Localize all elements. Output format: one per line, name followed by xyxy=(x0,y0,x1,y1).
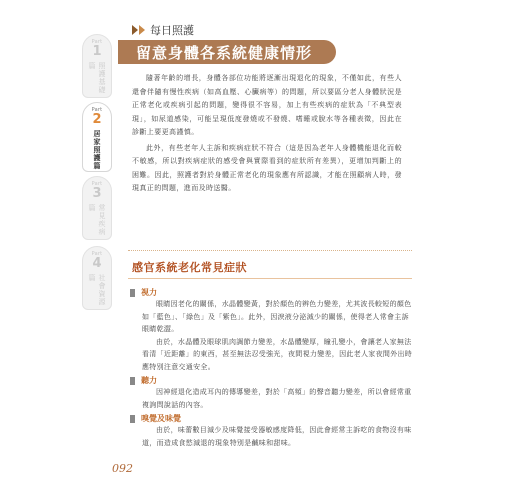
sense-item-hearing xyxy=(130,375,414,411)
tab-part-1[interactable] xyxy=(82,34,112,98)
tab-part-title: 常見疾病篇 xyxy=(88,204,106,236)
sense-heading xyxy=(130,375,414,386)
intro-text xyxy=(132,72,402,198)
tab-part-3[interactable] xyxy=(82,176,112,240)
sense-label: 嗅覺及味覺 xyxy=(141,413,181,423)
tab-part-label: Part xyxy=(91,39,103,45)
sense-paragraph: 眼睛因老化的關係，水晶體變黃，對於顏色的辨色力變差，尤其波長較短的顏色如「藍色」、「綠色」及「紫色」。此外，因淚液分泌減少的關係，使得老人常會主訴眼睛乾澀。 xyxy=(142,300,412,333)
page-title: 留意身體各系統健康情形 xyxy=(136,43,313,62)
sense-paragraph: 因神經退化造成耳內的傳導變差，對於「高頻」的聲音聽力變差，所以會經常重複詢問說話的內容。 xyxy=(142,388,412,409)
section-label-text: 每日照護 xyxy=(150,24,194,37)
tab-part-number: 3 xyxy=(92,186,102,201)
sub-heading: 感官系統老化常見症狀 xyxy=(132,261,247,274)
sub-heading-underline xyxy=(128,278,412,279)
sense-paragraph: 由於，味蕾數目減少及味覺接受器敏感度降低，因此會經常主訴吃的食物沒有味道，而造成食慾減退的現象特別是鹹味和甜味。 xyxy=(142,426,412,447)
sense-label: 視力 xyxy=(141,287,157,297)
sense-label: 聽力 xyxy=(141,375,157,385)
tab-part-label: Part xyxy=(91,181,103,187)
sense-heading xyxy=(130,287,414,298)
tab-part-title: 居家照護篇 xyxy=(93,130,101,170)
senses-list xyxy=(130,285,414,449)
tab-part-title: 照護基礎篇 xyxy=(88,62,106,94)
intro-paragraph: 此外，有些老年人主訴和疾病症狀不符合（這是因為老年人身體機能退化而較不敏感，所以對疾病症狀的感受會與實際看到的症狀所有差異），更增加判斷上的困難。因此，照護者對於身體正常老化的現象應有所認識，才能在照顧病人時，發現真正的問題，進而及時送醫。 xyxy=(132,143,402,192)
tab-part-label: Part xyxy=(91,251,103,257)
sense-body xyxy=(130,424,414,449)
tab-part-number: 1 xyxy=(92,44,102,59)
square-bullet-icon xyxy=(130,377,135,385)
tab-part-2[interactable] xyxy=(82,102,112,172)
square-bullet-icon xyxy=(130,289,135,297)
tab-part-number: 4 xyxy=(92,256,102,271)
sense-paragraph: 由於，水晶體及眼球肌肉調節力變差，水晶體變厚，瞳孔變小，會讓老人家無法看清「近距離」的東西，甚至無法忍受強光，夜間視力變差，因此老人家夜間外出時應特別注意交通安全。 xyxy=(142,337,413,371)
sense-body xyxy=(130,386,414,411)
double-arrow-icon xyxy=(132,25,146,35)
sense-item-vision xyxy=(130,287,414,373)
page-number: 092 xyxy=(112,462,133,475)
sense-body xyxy=(130,298,414,373)
tab-part-4[interactable] xyxy=(82,246,112,310)
dotted-divider xyxy=(128,250,412,251)
title-bar xyxy=(118,40,336,64)
square-bullet-icon xyxy=(130,415,135,423)
sense-item-smell-taste xyxy=(130,413,414,449)
intro-paragraph: 隨著年齡的增長，身體各部位功能將逐漸出現退化的現象，不僅如此，有些人還會伴隨有慢性疾病（如高血壓、心臟病等）的問題，所以要區分老人身體狀況是正常老化或疾病引起的問題，變得很不容易，加上有些疾病的症狀為「不典型表現」，如尿道感染，可能呈現低度發燒或不發燒、嗜睡或脫水等各種表徵，因此在診斷上要更高謹慎。 xyxy=(132,74,402,136)
section-label xyxy=(132,22,194,38)
sense-heading xyxy=(130,413,414,424)
tab-part-label: Part xyxy=(91,107,103,113)
tab-part-number: 2 xyxy=(92,112,102,127)
tab-part-title: 社會資源篇 xyxy=(88,274,106,306)
